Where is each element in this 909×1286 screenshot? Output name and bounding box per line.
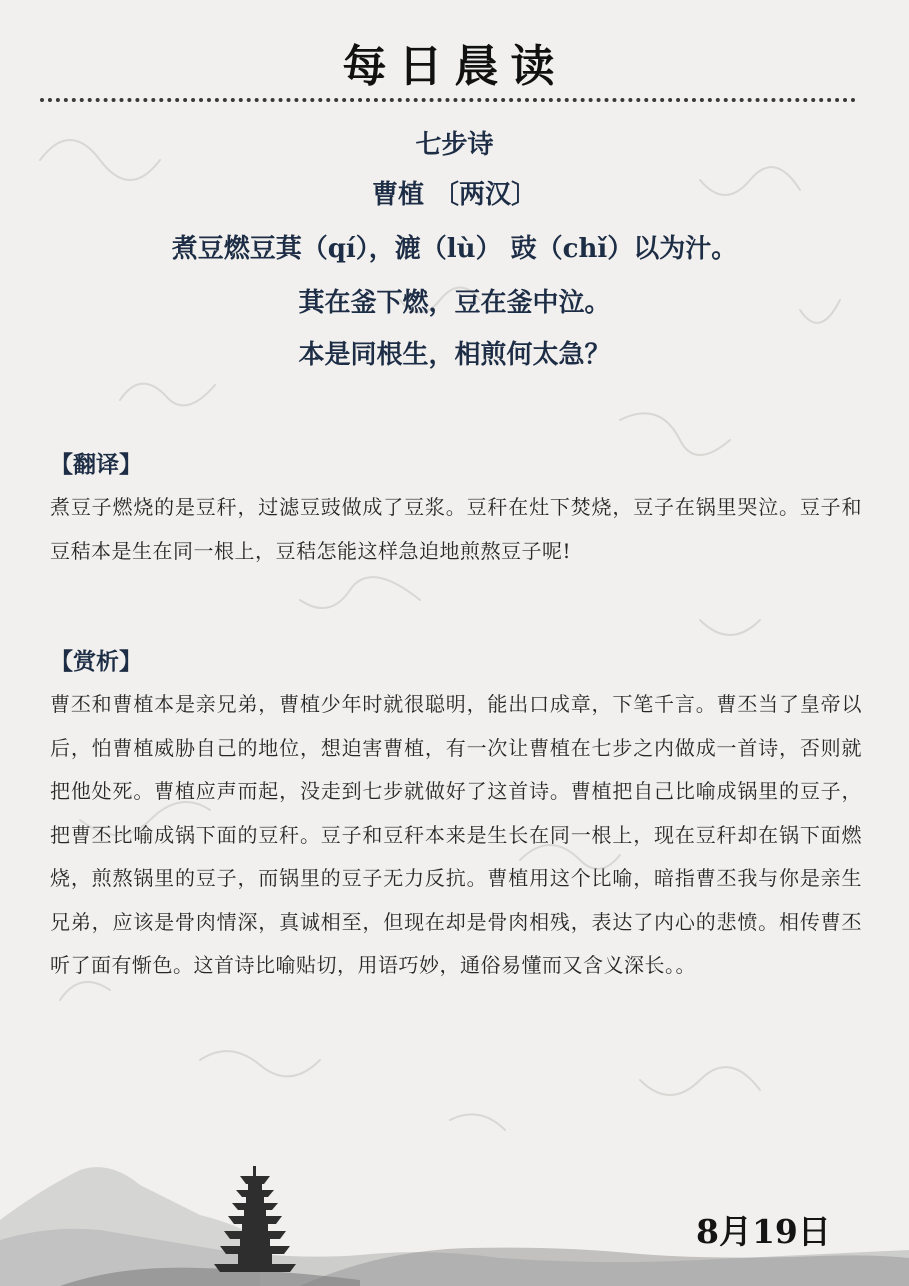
poem-line: 煮豆燃豆萁（qí），漉（lù） 豉（chǐ）以为汁。	[171, 234, 738, 264]
title-divider	[40, 98, 856, 102]
appreciation-text: 曹丕和曹植本是亲兄弟，曹植少年时就很聪明，能出口成章，下笔千言。曹丕当了皇帝以后，怕曹植威胁自己的地位，想迫害曹植，有一次让曹植在七步之内做成一首诗，否则就把他处死。曹植应声而起，没走到七步就做好了这首诗。曹植把自己比喻成锅里的豆子，把曹丕比喻成锅下面的豆秆。豆子和豆秆本来是生长在同一根上，现在豆秆却在锅下面燃烧，煎熬锅里的豆子，而锅里的豆子无力反抗。曹植用这个比喻，暗指曹丕我与你是亲生兄弟，应该是骨肉情深，真诚相至，但现在却是骨肉相残，表达了内心的悲愤。相传曹丕听了面有惭色。这首诗比喻贴切，用语巧妙，通俗易懂而又含义深长。。	[50, 692, 862, 977]
poem-title: 七步诗	[415, 130, 494, 160]
appreciation-heading: 【赏析】	[50, 648, 142, 675]
poem-line: 本是同根生，相煎何太急？	[298, 340, 611, 370]
page-title: 每日晨读	[342, 41, 567, 92]
poem-line: 萁在釜下燃，豆在釜中泣。	[298, 288, 611, 318]
translation-heading: 【翻译】	[50, 451, 142, 478]
date-label: 8月19日	[696, 1212, 831, 1251]
translation-text: 煮豆子燃烧的是豆秆，过滤豆豉做成了豆浆。豆秆在灶下焚烧，豆子在锅里哭泣。豆子和豆秸本是生在同一根上，豆秸怎能这样急迫地煎熬豆子呢!	[50, 495, 862, 563]
poem-author: 曹植 〔两汉〕	[371, 180, 538, 210]
